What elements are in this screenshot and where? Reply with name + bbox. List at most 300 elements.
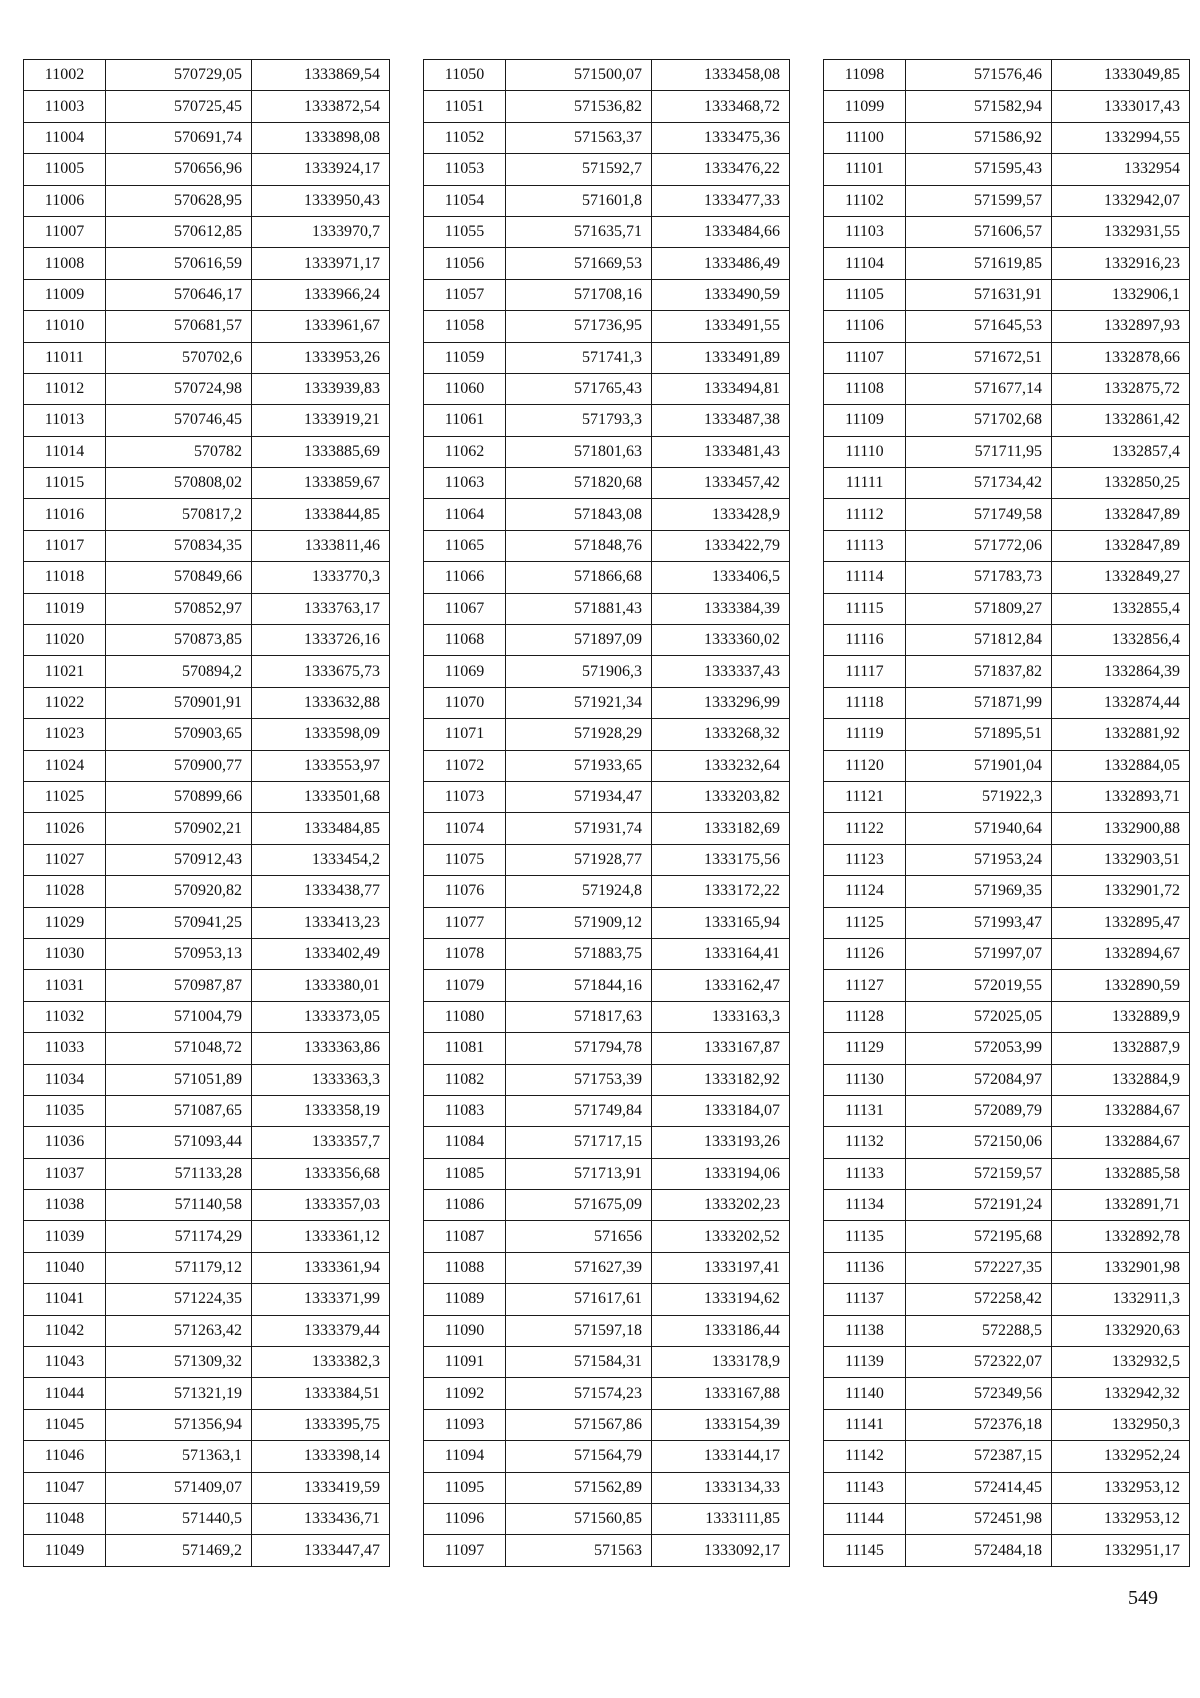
point-number-cell: 11084 xyxy=(424,1127,506,1158)
x-coordinate-cell: 571933,65 xyxy=(506,750,652,781)
x-coordinate-cell: 571048,72 xyxy=(106,1033,252,1064)
x-coordinate-cell: 570616,59 xyxy=(106,248,252,279)
x-coordinate-cell: 572150,06 xyxy=(906,1127,1052,1158)
table-row xyxy=(424,1378,790,1409)
point-number-cell: 11142 xyxy=(824,1441,906,1472)
y-coordinate-cell: 1332954 xyxy=(1052,154,1190,185)
table-row xyxy=(24,373,390,404)
y-coordinate-cell: 1333491,55 xyxy=(652,311,790,342)
point-number-cell: 11100 xyxy=(824,122,906,153)
y-coordinate-cell: 1332875,72 xyxy=(1052,373,1190,404)
table-row xyxy=(824,1033,1190,1064)
table-row xyxy=(824,1064,1190,1095)
table-row xyxy=(24,687,390,718)
table-row xyxy=(424,1252,790,1283)
table-row xyxy=(24,154,390,185)
x-coordinate-cell: 571179,12 xyxy=(106,1252,252,1283)
point-number-cell: 11106 xyxy=(824,311,906,342)
point-number-cell: 11091 xyxy=(424,1347,506,1378)
x-coordinate-cell: 572089,79 xyxy=(906,1095,1052,1126)
x-coordinate-cell: 571562,89 xyxy=(506,1472,652,1503)
y-coordinate-cell: 1332884,67 xyxy=(1052,1127,1190,1158)
y-coordinate-cell: 1333193,26 xyxy=(652,1127,790,1158)
y-coordinate-cell: 1333553,97 xyxy=(252,750,390,781)
table-row xyxy=(824,719,1190,750)
y-coordinate-cell: 1333898,08 xyxy=(252,122,390,153)
table-row xyxy=(424,1503,790,1534)
y-coordinate-cell: 1333501,68 xyxy=(252,781,390,812)
point-number-cell: 11074 xyxy=(424,813,506,844)
y-coordinate-cell: 1333428,9 xyxy=(652,499,790,530)
y-coordinate-cell: 1333167,88 xyxy=(652,1378,790,1409)
x-coordinate-cell: 570894,2 xyxy=(106,656,252,687)
x-coordinate-cell: 572053,99 xyxy=(906,1033,1052,1064)
x-coordinate-cell: 571881,43 xyxy=(506,593,652,624)
y-coordinate-cell: 1333953,26 xyxy=(252,342,390,373)
y-coordinate-cell: 1332903,51 xyxy=(1052,844,1190,875)
y-coordinate-cell: 1332878,66 xyxy=(1052,342,1190,373)
point-number-cell: 11101 xyxy=(824,154,906,185)
table-row xyxy=(24,60,390,91)
point-number-cell: 11107 xyxy=(824,342,906,373)
y-coordinate-cell: 1333371,99 xyxy=(252,1284,390,1315)
table-row xyxy=(24,1315,390,1346)
table-row xyxy=(424,781,790,812)
y-coordinate-cell: 1333296,99 xyxy=(652,687,790,718)
table-row xyxy=(24,122,390,153)
table-row xyxy=(824,1409,1190,1440)
table-row xyxy=(824,311,1190,342)
x-coordinate-cell: 571895,51 xyxy=(906,719,1052,750)
x-coordinate-cell: 571906,3 xyxy=(506,656,652,687)
point-number-cell: 11042 xyxy=(24,1315,106,1346)
x-coordinate-cell: 571321,19 xyxy=(106,1378,252,1409)
point-number-cell: 11096 xyxy=(424,1503,506,1534)
point-number-cell: 11116 xyxy=(824,625,906,656)
point-number-cell: 11087 xyxy=(424,1221,506,1252)
x-coordinate-cell: 570746,45 xyxy=(106,405,252,436)
point-number-cell: 11131 xyxy=(824,1095,906,1126)
table-row xyxy=(824,122,1190,153)
x-coordinate-cell: 571677,14 xyxy=(906,373,1052,404)
point-number-cell: 11144 xyxy=(824,1503,906,1534)
x-coordinate-cell: 570656,96 xyxy=(106,154,252,185)
table-row xyxy=(24,970,390,1001)
point-number-cell: 11108 xyxy=(824,373,906,404)
point-number-cell: 11117 xyxy=(824,656,906,687)
x-coordinate-cell: 571934,47 xyxy=(506,781,652,812)
point-number-cell: 11004 xyxy=(24,122,106,153)
y-coordinate-cell: 1333961,67 xyxy=(252,311,390,342)
point-number-cell: 11111 xyxy=(824,468,906,499)
y-coordinate-cell: 1333134,33 xyxy=(652,1472,790,1503)
y-coordinate-cell: 1333869,54 xyxy=(252,60,390,91)
table-row xyxy=(24,436,390,467)
point-number-cell: 11049 xyxy=(24,1535,106,1566)
table-row xyxy=(424,1158,790,1189)
table-row xyxy=(24,1347,390,1378)
y-coordinate-cell: 1333494,81 xyxy=(652,373,790,404)
x-coordinate-cell: 571702,68 xyxy=(906,405,1052,436)
table-row xyxy=(24,1127,390,1158)
y-coordinate-cell: 1333924,17 xyxy=(252,154,390,185)
x-coordinate-cell: 571563,37 xyxy=(506,122,652,153)
point-number-cell: 11128 xyxy=(824,1001,906,1032)
point-number-cell: 11067 xyxy=(424,593,506,624)
y-coordinate-cell: 1333202,23 xyxy=(652,1190,790,1221)
y-coordinate-cell: 1333202,52 xyxy=(652,1221,790,1252)
point-number-cell: 11061 xyxy=(424,405,506,436)
x-coordinate-cell: 570920,82 xyxy=(106,876,252,907)
x-coordinate-cell: 570691,74 xyxy=(106,122,252,153)
point-number-cell: 11098 xyxy=(824,60,906,91)
y-coordinate-cell: 1333268,32 xyxy=(652,719,790,750)
y-coordinate-cell: 1332892,78 xyxy=(1052,1221,1190,1252)
point-number-cell: 11016 xyxy=(24,499,106,530)
y-coordinate-cell: 1333165,94 xyxy=(652,907,790,938)
table-row xyxy=(824,1001,1190,1032)
x-coordinate-cell: 571928,29 xyxy=(506,719,652,750)
table-row xyxy=(824,91,1190,122)
y-coordinate-cell: 1333844,85 xyxy=(252,499,390,530)
point-number-cell: 11038 xyxy=(24,1190,106,1221)
table-row xyxy=(24,1472,390,1503)
y-coordinate-cell: 1333486,49 xyxy=(652,248,790,279)
y-coordinate-cell: 1333468,72 xyxy=(652,91,790,122)
y-coordinate-cell: 1333454,2 xyxy=(252,844,390,875)
coordinate-table-body xyxy=(24,60,390,1567)
point-number-cell: 11019 xyxy=(24,593,106,624)
y-coordinate-cell: 1333357,7 xyxy=(252,1127,390,1158)
y-coordinate-cell: 1332916,23 xyxy=(1052,248,1190,279)
point-number-cell: 11031 xyxy=(24,970,106,1001)
table-row xyxy=(424,1315,790,1346)
y-coordinate-cell: 1332953,12 xyxy=(1052,1503,1190,1534)
y-coordinate-cell: 1332932,5 xyxy=(1052,1347,1190,1378)
x-coordinate-cell: 571909,12 xyxy=(506,907,652,938)
x-coordinate-cell: 571717,15 xyxy=(506,1127,652,1158)
y-coordinate-cell: 1332885,58 xyxy=(1052,1158,1190,1189)
point-number-cell: 11059 xyxy=(424,342,506,373)
x-coordinate-cell: 571574,23 xyxy=(506,1378,652,1409)
y-coordinate-cell: 1332994,55 xyxy=(1052,122,1190,153)
table-row xyxy=(24,1535,390,1566)
table-row xyxy=(424,1064,790,1095)
y-coordinate-cell: 1333477,33 xyxy=(652,185,790,216)
x-coordinate-cell: 571584,31 xyxy=(506,1347,652,1378)
y-coordinate-cell: 1333337,43 xyxy=(652,656,790,687)
y-coordinate-cell: 1333373,05 xyxy=(252,1001,390,1032)
y-coordinate-cell: 1333172,22 xyxy=(652,876,790,907)
y-coordinate-cell: 1333970,7 xyxy=(252,216,390,247)
x-coordinate-cell: 570912,43 xyxy=(106,844,252,875)
table-row xyxy=(824,1472,1190,1503)
x-coordinate-cell: 571736,95 xyxy=(506,311,652,342)
point-number-cell: 11002 xyxy=(24,60,106,91)
point-number-cell: 11006 xyxy=(24,185,106,216)
table-row xyxy=(24,1284,390,1315)
point-number-cell: 11048 xyxy=(24,1503,106,1534)
table-row xyxy=(424,1472,790,1503)
x-coordinate-cell: 570817,2 xyxy=(106,499,252,530)
x-coordinate-cell: 570724,98 xyxy=(106,373,252,404)
y-coordinate-cell: 1332894,67 xyxy=(1052,938,1190,969)
x-coordinate-cell: 571567,86 xyxy=(506,1409,652,1440)
x-coordinate-cell: 571922,3 xyxy=(906,781,1052,812)
x-coordinate-cell: 572084,97 xyxy=(906,1064,1052,1095)
point-number-cell: 11115 xyxy=(824,593,906,624)
x-coordinate-cell: 570901,91 xyxy=(106,687,252,718)
point-number-cell: 11080 xyxy=(424,1001,506,1032)
point-number-cell: 11045 xyxy=(24,1409,106,1440)
point-number-cell: 11104 xyxy=(824,248,906,279)
y-coordinate-cell: 1333356,68 xyxy=(252,1158,390,1189)
table-row xyxy=(424,468,790,499)
y-coordinate-cell: 1333144,17 xyxy=(652,1441,790,1472)
point-number-cell: 11066 xyxy=(424,562,506,593)
table-row xyxy=(24,185,390,216)
x-coordinate-cell: 571820,68 xyxy=(506,468,652,499)
x-coordinate-cell: 571440,5 xyxy=(106,1503,252,1534)
y-coordinate-cell: 1332855,4 xyxy=(1052,593,1190,624)
table-row xyxy=(424,342,790,373)
x-coordinate-cell: 570628,95 xyxy=(106,185,252,216)
point-number-cell: 11082 xyxy=(424,1064,506,1095)
table-row xyxy=(24,656,390,687)
table-row xyxy=(24,499,390,530)
x-coordinate-cell: 571794,78 xyxy=(506,1033,652,1064)
x-coordinate-cell: 571928,77 xyxy=(506,844,652,875)
x-coordinate-cell: 571087,65 xyxy=(106,1095,252,1126)
y-coordinate-cell: 1333971,17 xyxy=(252,248,390,279)
x-coordinate-cell: 571263,42 xyxy=(106,1315,252,1346)
table-row xyxy=(824,970,1190,1001)
table-row xyxy=(824,876,1190,907)
point-number-cell: 11027 xyxy=(24,844,106,875)
table-row xyxy=(824,1441,1190,1472)
table-row xyxy=(824,1095,1190,1126)
x-coordinate-cell: 571749,58 xyxy=(906,499,1052,530)
x-coordinate-cell: 570852,97 xyxy=(106,593,252,624)
point-number-cell: 11093 xyxy=(424,1409,506,1440)
y-coordinate-cell: 1333197,41 xyxy=(652,1252,790,1283)
point-number-cell: 11039 xyxy=(24,1221,106,1252)
y-coordinate-cell: 1333885,69 xyxy=(252,436,390,467)
x-coordinate-cell: 570729,05 xyxy=(106,60,252,91)
point-number-cell: 11089 xyxy=(424,1284,506,1315)
point-number-cell: 11058 xyxy=(424,311,506,342)
y-coordinate-cell: 1333457,42 xyxy=(652,468,790,499)
table-row xyxy=(24,1221,390,1252)
point-number-cell: 11070 xyxy=(424,687,506,718)
y-coordinate-cell: 1333358,19 xyxy=(252,1095,390,1126)
y-coordinate-cell: 1332884,9 xyxy=(1052,1064,1190,1095)
x-coordinate-cell: 571536,82 xyxy=(506,91,652,122)
point-number-cell: 11054 xyxy=(424,185,506,216)
x-coordinate-cell: 571672,51 xyxy=(906,342,1052,373)
table-row xyxy=(24,468,390,499)
page-number: 549 xyxy=(1128,1587,1158,1609)
y-coordinate-cell: 1332884,67 xyxy=(1052,1095,1190,1126)
point-number-cell: 11055 xyxy=(424,216,506,247)
table-row xyxy=(824,468,1190,499)
table-row xyxy=(424,373,790,404)
table-row xyxy=(424,1095,790,1126)
x-coordinate-cell: 571597,18 xyxy=(506,1315,652,1346)
x-coordinate-cell: 571866,68 xyxy=(506,562,652,593)
y-coordinate-cell: 1332953,12 xyxy=(1052,1472,1190,1503)
point-number-cell: 11018 xyxy=(24,562,106,593)
point-number-cell: 11044 xyxy=(24,1378,106,1409)
x-coordinate-cell: 571656 xyxy=(506,1221,652,1252)
table-row xyxy=(24,311,390,342)
table-row xyxy=(424,1535,790,1566)
table-row xyxy=(24,279,390,310)
table-row xyxy=(824,1190,1190,1221)
y-coordinate-cell: 1332920,63 xyxy=(1052,1315,1190,1346)
y-coordinate-cell: 1333475,36 xyxy=(652,122,790,153)
x-coordinate-cell: 571601,8 xyxy=(506,185,652,216)
point-number-cell: 11079 xyxy=(424,970,506,1001)
table-row xyxy=(24,876,390,907)
x-coordinate-cell: 570808,02 xyxy=(106,468,252,499)
point-number-cell: 11083 xyxy=(424,1095,506,1126)
x-coordinate-cell: 572387,15 xyxy=(906,1441,1052,1472)
y-coordinate-cell: 1333490,59 xyxy=(652,279,790,310)
point-number-cell: 11105 xyxy=(824,279,906,310)
x-coordinate-cell: 571363,1 xyxy=(106,1441,252,1472)
x-coordinate-cell: 571708,16 xyxy=(506,279,652,310)
x-coordinate-cell: 570941,25 xyxy=(106,907,252,938)
y-coordinate-cell: 1333384,39 xyxy=(652,593,790,624)
point-number-cell: 11120 xyxy=(824,750,906,781)
table-row xyxy=(424,813,790,844)
x-coordinate-cell: 571897,09 xyxy=(506,625,652,656)
y-coordinate-cell: 1332856,4 xyxy=(1052,625,1190,656)
x-coordinate-cell: 571940,64 xyxy=(906,813,1052,844)
table-row xyxy=(824,405,1190,436)
table-row xyxy=(424,248,790,279)
x-coordinate-cell: 571844,16 xyxy=(506,970,652,1001)
x-coordinate-cell: 571606,57 xyxy=(906,216,1052,247)
x-coordinate-cell: 572191,24 xyxy=(906,1190,1052,1221)
y-coordinate-cell: 1333164,41 xyxy=(652,938,790,969)
y-coordinate-cell: 1332857,4 xyxy=(1052,436,1190,467)
x-coordinate-cell: 572376,18 xyxy=(906,1409,1052,1440)
table-row xyxy=(424,185,790,216)
y-coordinate-cell: 1333398,14 xyxy=(252,1441,390,1472)
table-row xyxy=(424,499,790,530)
point-number-cell: 11065 xyxy=(424,530,506,561)
x-coordinate-cell: 571675,09 xyxy=(506,1190,652,1221)
point-number-cell: 11036 xyxy=(24,1127,106,1158)
x-coordinate-cell: 571004,79 xyxy=(106,1001,252,1032)
table-row xyxy=(424,436,790,467)
table-row xyxy=(424,907,790,938)
y-coordinate-cell: 1333167,87 xyxy=(652,1033,790,1064)
x-coordinate-cell: 570987,87 xyxy=(106,970,252,1001)
point-number-cell: 11028 xyxy=(24,876,106,907)
y-coordinate-cell: 1333436,71 xyxy=(252,1503,390,1534)
coordinate-table-3 xyxy=(823,59,1190,1567)
point-number-cell: 11007 xyxy=(24,216,106,247)
x-coordinate-cell: 571576,46 xyxy=(906,60,1052,91)
x-coordinate-cell: 570902,21 xyxy=(106,813,252,844)
y-coordinate-cell: 1332864,39 xyxy=(1052,656,1190,687)
point-number-cell: 11003 xyxy=(24,91,106,122)
y-coordinate-cell: 1333763,17 xyxy=(252,593,390,624)
x-coordinate-cell: 571469,2 xyxy=(106,1535,252,1566)
point-number-cell: 11124 xyxy=(824,876,906,907)
y-coordinate-cell: 1333182,92 xyxy=(652,1064,790,1095)
y-coordinate-cell: 1333770,3 xyxy=(252,562,390,593)
x-coordinate-cell: 571051,89 xyxy=(106,1064,252,1095)
point-number-cell: 11122 xyxy=(824,813,906,844)
x-coordinate-cell: 571645,53 xyxy=(906,311,1052,342)
y-coordinate-cell: 1332891,71 xyxy=(1052,1190,1190,1221)
table-row xyxy=(424,1221,790,1252)
x-coordinate-cell: 570873,85 xyxy=(106,625,252,656)
y-coordinate-cell: 1333402,49 xyxy=(252,938,390,969)
point-number-cell: 11135 xyxy=(824,1221,906,1252)
x-coordinate-cell: 571793,3 xyxy=(506,405,652,436)
y-coordinate-cell: 1333363,86 xyxy=(252,1033,390,1064)
x-coordinate-cell: 571924,8 xyxy=(506,876,652,907)
x-coordinate-cell: 571997,07 xyxy=(906,938,1052,969)
x-coordinate-cell: 571843,08 xyxy=(506,499,652,530)
point-number-cell: 11126 xyxy=(824,938,906,969)
y-coordinate-cell: 1333422,79 xyxy=(652,530,790,561)
y-coordinate-cell: 1333484,85 xyxy=(252,813,390,844)
point-number-cell: 11037 xyxy=(24,1158,106,1189)
table-row xyxy=(24,813,390,844)
x-coordinate-cell: 570849,66 xyxy=(106,562,252,593)
y-coordinate-cell: 1333632,88 xyxy=(252,687,390,718)
x-coordinate-cell: 571711,95 xyxy=(906,436,1052,467)
y-coordinate-cell: 1333382,3 xyxy=(252,1347,390,1378)
y-coordinate-cell: 1333919,21 xyxy=(252,405,390,436)
x-coordinate-cell: 571309,32 xyxy=(106,1347,252,1378)
x-coordinate-cell: 571356,94 xyxy=(106,1409,252,1440)
y-coordinate-cell: 1333361,94 xyxy=(252,1252,390,1283)
x-coordinate-cell: 571564,79 xyxy=(506,1441,652,1472)
point-number-cell: 11130 xyxy=(824,1064,906,1095)
table-row xyxy=(24,781,390,812)
x-coordinate-cell: 571631,91 xyxy=(906,279,1052,310)
point-number-cell: 11109 xyxy=(824,405,906,436)
table-row xyxy=(24,593,390,624)
y-coordinate-cell: 1333111,85 xyxy=(652,1503,790,1534)
x-coordinate-cell: 572484,18 xyxy=(906,1535,1052,1566)
point-number-cell: 11125 xyxy=(824,907,906,938)
x-coordinate-cell: 570834,35 xyxy=(106,530,252,561)
y-coordinate-cell: 1332911,3 xyxy=(1052,1284,1190,1315)
x-coordinate-cell: 572025,05 xyxy=(906,1001,1052,1032)
x-coordinate-cell: 570725,45 xyxy=(106,91,252,122)
x-coordinate-cell: 572258,42 xyxy=(906,1284,1052,1315)
table-row xyxy=(424,656,790,687)
y-coordinate-cell: 1332893,71 xyxy=(1052,781,1190,812)
y-coordinate-cell: 1333966,24 xyxy=(252,279,390,310)
table-row xyxy=(424,1033,790,1064)
table-row xyxy=(24,844,390,875)
point-number-cell: 11112 xyxy=(824,499,906,530)
point-number-cell: 11143 xyxy=(824,1472,906,1503)
y-coordinate-cell: 1333487,38 xyxy=(652,405,790,436)
table-row xyxy=(424,625,790,656)
table-row xyxy=(24,1064,390,1095)
point-number-cell: 11032 xyxy=(24,1001,106,1032)
